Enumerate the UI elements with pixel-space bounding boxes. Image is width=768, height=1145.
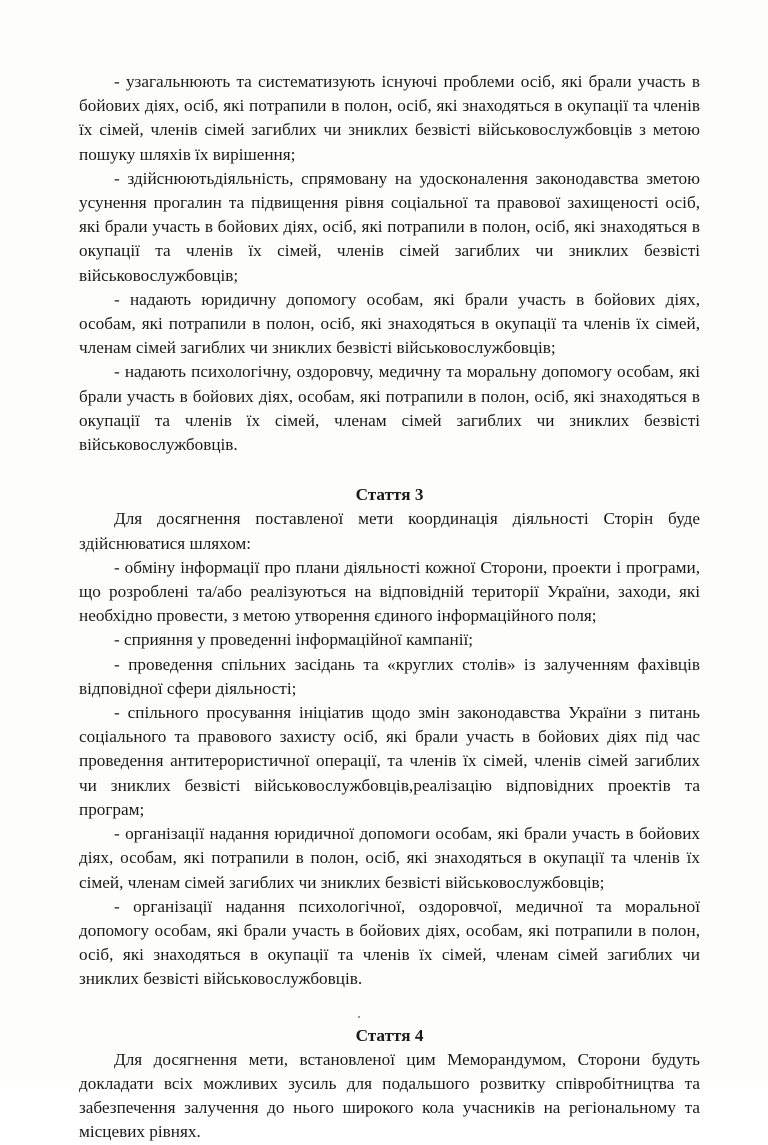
intro-item-3: - надають юридичну допомогу особам, які брали участь в бойових діях, особам, які потрапили в полон, осіб, які знаходяться в окупації та членів їх сімей, членам сімей загиблих чи зниклих безвісті військовослужбовців; — [79, 289, 700, 358]
intro-item-2: - здійснюютьдіяльність, спрямовану на удосконалення законодавства зметою усунення прогалин та підвищення рівня соціальної та правової захищеності осіб, які брали участь в бойових діях, осіб, які потрапили в полон, осіб, які знаходяться в окупації та членів їх сімей, членів сімей загиблих чи зниклих безвісті військовослужбовців; — [79, 168, 700, 285]
article-3-item-2: - сприяння у проведенні інформаційної кампанії; — [114, 630, 474, 650]
article-3-item-4: - спільного просування ініціатив щодо змін законодавства України з питань соціального та правового захисту осіб, які брали участь в бойових діях під час проведення антитерористичної операції, та членів їх сімей, членів сімей загиблих чи зниклих безвісті військовослужбовців,реалізацію відповідних проектів та програм; — [79, 703, 700, 819]
section-intro — [79, 70, 700, 457]
article-4-title: Стаття 4 — [355, 1025, 424, 1045]
article-3-item-3: - проведення спільних засідань та «круглих столів» із залученням фахівців відповідної сфери діяльності; — [79, 654, 700, 698]
intro-item-1: - узагальнюють та систематизують існуючі проблеми осіб, які брали участь в бойових діях, осіб, які потрапили в полон, осіб, які знаходяться в окупації та членів їх сімей, членів сімей загиблих чи зниклих безвісті військовослужбовців з метою пошуку шляхів їх вирішення; — [79, 72, 700, 164]
scan-speck — [358, 1016, 360, 1018]
article-3-intro: Для досягнення поставленої мети координація діяльності Сторін буде здійснюватися шляхом: — [79, 509, 700, 553]
intro-item-4: - надають психологічну, оздоровчу, медичну та моральну допомогу особам, які брали участь в бойових діях, особам, які потрапили в полон, осіб, які знаходяться в окупації та членів їх сімей, членам сімей загиблих чи зниклих безвісті військовослужбовців. — [79, 362, 700, 455]
article-3-item-5: - організації надання юридичної допомоги особам, які брали участь в бойових діях, особам, які потрапили в полон, осіб, які знаходяться в окупації та членів їх сімей, членам сімей загиблих чи зниклих безвісті військовослужбовців; — [79, 824, 700, 892]
article-4 — [79, 1024, 700, 1145]
article-3 — [79, 483, 700, 991]
article-3-item-6: - організації надання психологічної, оздоровчої, медичної та моральної допомогу особам, які брали участь в бойових діях, особам, які потрапили в полон, осіб, які знаходяться в окупації та членів їх сімей, членам сімей загиблих чи зниклих безвісті військовослужбовців. — [79, 896, 700, 989]
article-3-item-1: - обміну інформації про плани діяльності кожної Сторони, проекти і програми, що розроблені та/або реалізуються на відповідній території України, заходи, які необхідно провести, з метою утворення єдиного інформаційного поля; — [79, 557, 700, 626]
article-4-body: Для досягнення мети, встановленої цим Меморандумом, Сторони будуть докладати всіх можливих зусиль для подальшого розвитку співробітництва та забезпечення залучення до нього широкого кола учасників на регіональному та місцевих рівнях. — [79, 1049, 700, 1142]
article-3-title: Стаття 3 — [355, 485, 424, 505]
